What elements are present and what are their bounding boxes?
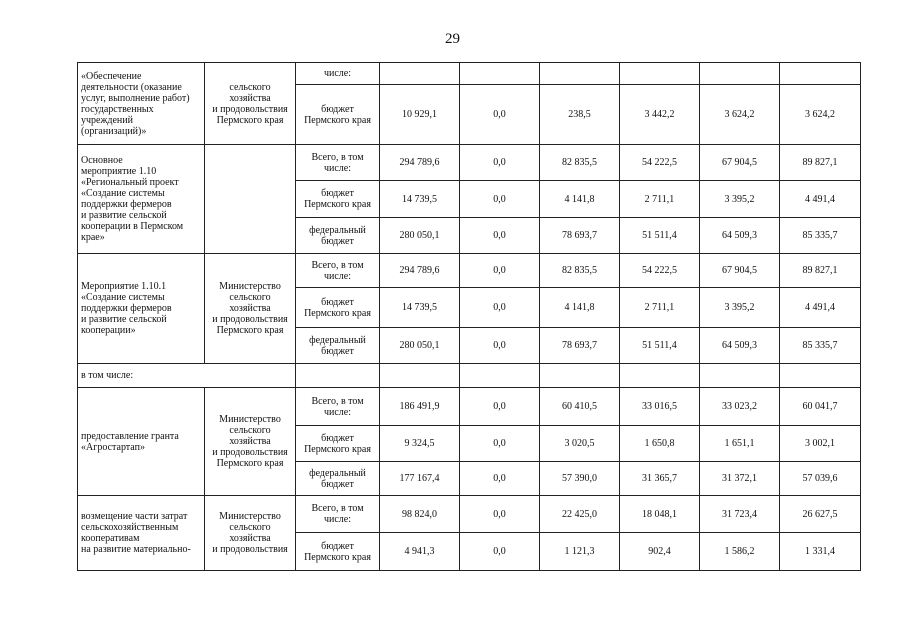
amount-cell: 186 491,9: [380, 388, 460, 426]
amount-cell: 51 511,4: [620, 328, 700, 364]
amount-cell: 0,0: [460, 462, 540, 496]
amount-cell: 31 365,7: [620, 462, 700, 496]
executor-name: сельского хозяйства и продовольствия Пермского края: [212, 81, 288, 126]
amount-cell: 67 904,5: [700, 254, 780, 288]
activity-name: предоставление гранта «Агростартап»: [81, 430, 179, 453]
activity-name-cell: [78, 145, 205, 254]
funding-source-cell: [296, 328, 380, 364]
funding-source-cell: [296, 388, 380, 426]
empty-cell: [540, 364, 620, 388]
funding-source-cell: [296, 462, 380, 496]
amount-cell: 3 624,2: [780, 85, 861, 145]
amount-cell: [380, 63, 460, 85]
amount-cell: 2 711,1: [620, 288, 700, 328]
amount-cell: 18 048,1: [620, 496, 700, 533]
amount-cell: [540, 63, 620, 85]
amount-cell: 57 390,0: [540, 462, 620, 496]
amount-cell: 3 020,5: [540, 426, 620, 462]
amount-cell: 1 331,4: [780, 533, 861, 571]
funding-source: бюджет Пермского края: [304, 188, 371, 210]
amount-cell: 31 372,1: [700, 462, 780, 496]
page-number: 29: [445, 31, 460, 47]
amount-cell: 0,0: [460, 85, 540, 145]
activity-name-cell: [78, 496, 205, 571]
funding-source: числе:: [323, 68, 352, 79]
amount-cell: 294 789,6: [380, 254, 460, 288]
funding-source-cell: [296, 218, 380, 254]
funding-source-cell: [296, 288, 380, 328]
amount-cell: 51 511,4: [620, 218, 700, 254]
funding-source: Всего, в том числе:: [311, 259, 364, 282]
amount-cell: 0,0: [460, 254, 540, 288]
executor-cell: [205, 145, 296, 254]
table-row: [78, 254, 861, 288]
amount-cell: 0,0: [460, 145, 540, 181]
amount-cell: 2 711,1: [620, 181, 700, 218]
amount-cell: 1 586,2: [700, 533, 780, 571]
amount-cell: 54 222,5: [620, 145, 700, 181]
amount-cell: 0,0: [460, 288, 540, 328]
activity-name: Основное мероприятие 1.10 «Региональный проект «Создание системы поддержки фермеров и развитие сельской кооперации в Пермском крае»: [81, 155, 184, 243]
amount-cell: 33 023,2: [700, 388, 780, 426]
executor-name: Министерство сельского хозяйства и продовольствия Пермского края: [212, 281, 288, 336]
activity-name-cell: [78, 63, 205, 145]
amount-cell: [700, 63, 780, 85]
funding-source: Всего, в том числе:: [311, 151, 364, 174]
executor-cell: [205, 63, 296, 145]
amount-cell: 98 824,0: [380, 496, 460, 533]
amount-cell: 57 039,6: [780, 462, 861, 496]
executor-cell: [205, 496, 296, 571]
funding-source: Всего, в том числе:: [311, 395, 364, 418]
amount-cell: 0,0: [460, 181, 540, 218]
amount-cell: 22 425,0: [540, 496, 620, 533]
activity-name-cell: [78, 254, 205, 364]
amount-cell: 177 167,4: [380, 462, 460, 496]
amount-cell: 60 410,5: [540, 388, 620, 426]
amount-cell: [460, 63, 540, 85]
empty-cell: [620, 364, 700, 388]
amount-cell: 4 491,4: [780, 288, 861, 328]
amount-cell: 9 324,5: [380, 426, 460, 462]
amount-cell: 0,0: [460, 388, 540, 426]
subheader-cell: в том числе:: [78, 364, 296, 388]
funding-source: бюджет Пермского края: [304, 540, 371, 563]
table-row: [78, 145, 861, 181]
table-row: [78, 63, 861, 85]
amount-cell: 26 627,5: [780, 496, 861, 533]
funding-source-cell: [296, 533, 380, 571]
amount-cell: 3 624,2: [700, 85, 780, 145]
amount-cell: 1 650,8: [620, 426, 700, 462]
funding-source: Всего, в том числе:: [311, 503, 364, 525]
amount-cell: 67 904,5: [700, 145, 780, 181]
empty-cell: [460, 364, 540, 388]
amount-cell: 3 395,2: [700, 288, 780, 328]
amount-cell: 0,0: [460, 426, 540, 462]
funding-source-cell: [296, 254, 380, 288]
amount-cell: 14 739,5: [380, 288, 460, 328]
funding-source: федеральный бюджет: [309, 224, 366, 247]
activity-name-cell: [78, 388, 205, 496]
amount-cell: 3 395,2: [700, 181, 780, 218]
amount-cell: 78 693,7: [540, 218, 620, 254]
amount-cell: 280 050,1: [380, 328, 460, 364]
executor-cell: [205, 388, 296, 496]
amount-cell: 64 509,3: [700, 328, 780, 364]
amount-cell: 238,5: [540, 85, 620, 145]
amount-cell: 4 491,4: [780, 181, 861, 218]
funding-source: федеральный бюджет: [309, 334, 366, 357]
amount-cell: 0,0: [460, 328, 540, 364]
amount-cell: 89 827,1: [780, 254, 861, 288]
amount-cell: 4 141,8: [540, 288, 620, 328]
amount-cell: 89 827,1: [780, 145, 861, 181]
funding-source-cell: [296, 145, 380, 181]
funding-source-cell: [296, 63, 380, 85]
amount-cell: 1 121,3: [540, 533, 620, 571]
amount-cell: 82 835,5: [540, 254, 620, 288]
funding-source: бюджет Пермского края: [304, 296, 371, 319]
amount-cell: [620, 63, 700, 85]
funding-source: бюджет Пермского края: [304, 103, 371, 126]
empty-cell: [380, 364, 460, 388]
funding-source: федеральный бюджет: [309, 467, 366, 490]
funding-source-cell: [296, 426, 380, 462]
activity-name: возмещение части затрат сельскохозяйственным кооперативам на развитие материально-: [81, 511, 191, 555]
amount-cell: [780, 63, 861, 85]
empty-cell: [700, 364, 780, 388]
table-row: [78, 364, 861, 388]
budget-table-body: [78, 63, 861, 571]
amount-cell: 60 041,7: [780, 388, 861, 426]
funding-source-cell: [296, 85, 380, 145]
amount-cell: 0,0: [460, 533, 540, 571]
amount-cell: 14 739,5: [380, 181, 460, 218]
amount-cell: 0,0: [460, 496, 540, 533]
table-row: [78, 496, 861, 533]
funding-source: бюджет Пермского края: [304, 432, 371, 455]
funding-source-cell: [296, 496, 380, 533]
amount-cell: 4 141,8: [540, 181, 620, 218]
amount-cell: 85 335,7: [780, 218, 861, 254]
amount-cell: 0,0: [460, 218, 540, 254]
amount-cell: 3 442,2: [620, 85, 700, 145]
amount-cell: 33 016,5: [620, 388, 700, 426]
amount-cell: 64 509,3: [700, 218, 780, 254]
amount-cell: 280 050,1: [380, 218, 460, 254]
table-row: [78, 388, 861, 426]
amount-cell: 10 929,1: [380, 85, 460, 145]
activity-name: «Обеспечение деятельности (оказание услуг, выполнение работ) государственных учреждений (организаций)»: [81, 70, 190, 137]
amount-cell: 31 723,4: [700, 496, 780, 533]
budget-table: [77, 62, 861, 571]
empty-cell: [780, 364, 861, 388]
funding-source-cell: [296, 181, 380, 218]
amount-cell: 78 693,7: [540, 328, 620, 364]
activity-name: Мероприятие 1.10.1 «Создание системы поддержки фермеров и развитие сельской кооперации»: [81, 281, 172, 336]
amount-cell: 3 002,1: [780, 426, 861, 462]
empty-cell: [296, 364, 380, 388]
amount-cell: 4 941,3: [380, 533, 460, 571]
amount-cell: 85 335,7: [780, 328, 861, 364]
executor-cell: [205, 254, 296, 364]
amount-cell: 902,4: [620, 533, 700, 571]
executor-name: Министерство сельского хозяйства и продовольствия: [212, 511, 288, 555]
amount-cell: 82 835,5: [540, 145, 620, 181]
amount-cell: 294 789,6: [380, 145, 460, 181]
amount-cell: 1 651,1: [700, 426, 780, 462]
amount-cell: 54 222,5: [620, 254, 700, 288]
executor-name: Министерство сельского хозяйства и продовольствия Пермского края: [212, 414, 288, 469]
